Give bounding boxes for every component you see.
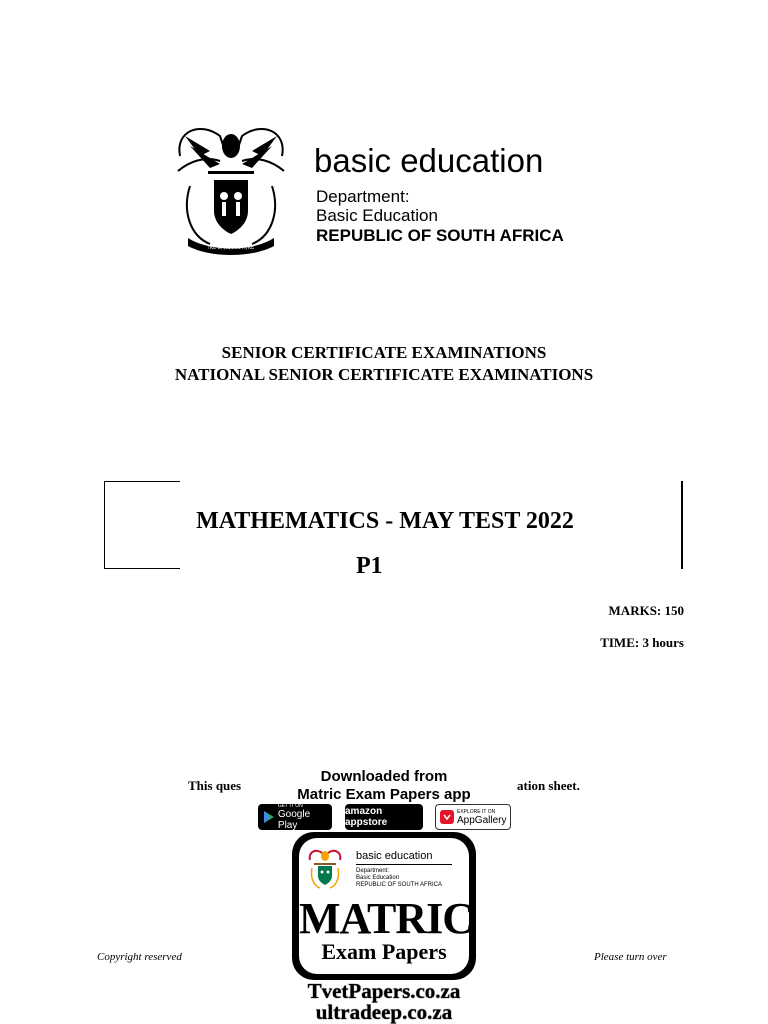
question-paper-note-start: This ques (188, 778, 242, 793)
app-subtitle-exam-papers: Exam Papers (321, 939, 447, 964)
google-play-label: Google Play (277, 809, 311, 831)
svg-text:!KE E: /XARRA //KE: !KE E: /XARRA //KE (207, 245, 255, 251)
watermark-downloaded-from: Downloaded from (320, 768, 448, 785)
google-play-small-label: GET IT ON (277, 803, 303, 809)
country-name: REPUBLIC OF SOUTH AFRICA (316, 226, 564, 245)
subject-title: MATHEMATICS - MAY TEST 2022 (196, 508, 574, 534)
app-brand-divider (356, 864, 452, 865)
brand-title: basic education (314, 142, 544, 179)
app-department-label: Department: (356, 868, 390, 874)
app-brand-title: basic education (356, 850, 433, 862)
appgallery-small-label: EXPLORE IT ON (457, 808, 496, 815)
app-country-name: REPUBLIC OF SOUTH AFRICA (356, 882, 443, 888)
copyright-notice: Copyright reserved (97, 951, 182, 963)
google-play-badge[interactable] (258, 804, 332, 830)
exam-line-senior: SENIOR CERTIFICATE EXAMINATIONS (221, 343, 547, 362)
appgallery-badge[interactable] (435, 804, 511, 830)
coat-of-arms-logo (170, 116, 292, 256)
google-play-icon (263, 810, 275, 824)
paper-number: P1 (356, 553, 383, 579)
watermark-site-tvetpapers: TvetPapers.co.za (307, 979, 461, 1003)
exam-line-national: NATIONAL SENIOR CERTIFICATE EXAMINATIONS (174, 365, 594, 384)
question-paper-note-end: ation sheet. (517, 778, 580, 793)
app-department-name: Basic Education (356, 875, 400, 881)
department-label: Department: (316, 187, 410, 206)
amazon-appstore-badge[interactable] (345, 804, 423, 830)
marks-total: MARKS: 150 (608, 603, 684, 618)
app-title-matric: MATRIC (299, 894, 474, 943)
amazon-appstore-label: amazon appstore (345, 806, 388, 828)
huawei-icon (440, 810, 454, 824)
turn-over-notice: Please turn over (594, 951, 667, 963)
department-name: Basic Education (316, 206, 438, 225)
app-coat-of-arms-logo (306, 846, 344, 890)
watermark-app-name: Matric Exam Papers app (297, 786, 471, 803)
appgallery-label: AppGallery (457, 814, 507, 826)
watermark-site-ultradeep: ultradeep.co.za (315, 1000, 453, 1024)
time-allowed: TIME: 3 hours (600, 635, 684, 650)
